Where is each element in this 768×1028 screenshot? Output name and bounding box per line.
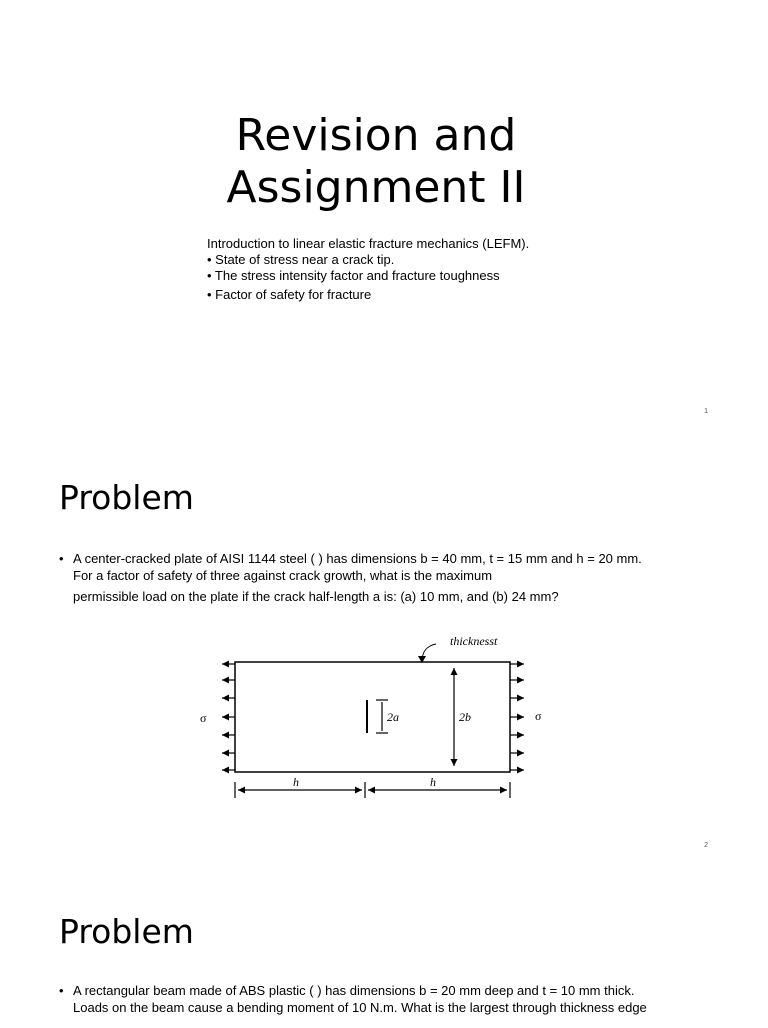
problem-text [73,982,719,1016]
slide-2 [0,434,768,868]
right-load-arrows [510,664,524,770]
page-number: 2 [704,842,708,849]
crack-length-label: 2a [387,710,399,724]
left-load-arrows [222,664,235,770]
intro-list [207,236,529,303]
problem-line-1: A rectangular beam made of ABS plastic ( ) has dimensions b = 20 mm deep and t = 10 mm thick. [73,983,635,998]
h-right-label: h [430,775,436,789]
problem-text [73,550,719,605]
intro-point: • State of stress near a crack tip. [207,252,395,267]
problem-line-2: For a factor of safety of three against crack growth, what is the maximum [73,568,493,583]
title-line-2: Assignment II [226,162,526,213]
plate-diagram [190,630,560,810]
width-label: 2b [459,710,471,724]
slide-title [0,110,752,214]
problem-line-1: A center-cracked plate of AISI 1144 steel ( ) has dimensions b = 40 mm, t = 15 mm and h = 20 mm. [73,551,642,566]
intro-point: • The stress intensity factor and fracture toughness [207,268,500,283]
slide-title: Problem [59,912,194,951]
slide-3 [0,868,768,1028]
page-number: 1 [704,408,708,415]
intro-text: Introduction to linear elastic fracture mechanics (LEFM). [207,236,530,251]
sigma-left-label: σ [200,711,207,725]
problem-line-3: permissible load on the plate if the crack half-length a is: (a) 10 mm, and (b) 24 mm? [73,589,559,604]
slide-1 [0,0,768,434]
length-dimensions [235,782,510,798]
problem-bullet [59,982,719,1016]
h-left-label: h [293,775,299,789]
bullet-mark: • [59,983,64,998]
center-cracked-plate-figure [190,630,560,814]
problem-bullet [59,550,719,605]
intro-point: • Factor of safety for fracture [207,287,372,302]
sigma-right-label: σ [535,709,542,723]
title-line-1: Revision and [235,110,517,161]
thickness-label: thicknesst [450,634,498,648]
slide-title: Problem [59,478,194,517]
problem-line-2: Loads on the beam cause a bending moment of 10 N.m. What is the largest through thickness edge [73,1000,647,1015]
bullet-mark: • [59,551,64,566]
